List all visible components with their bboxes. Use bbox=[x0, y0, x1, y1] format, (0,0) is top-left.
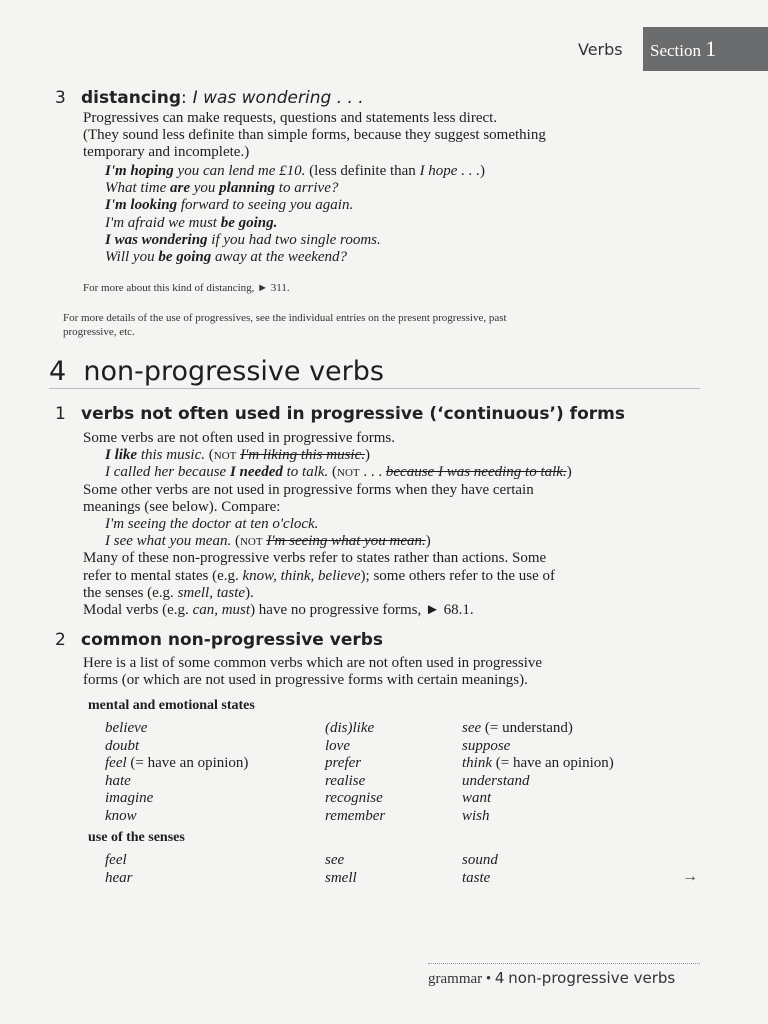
verb-item: doubt bbox=[105, 737, 140, 754]
txt: ). bbox=[245, 584, 254, 601]
txt: ) bbox=[479, 163, 485, 179]
verb-note: (= have an opinion) bbox=[492, 755, 614, 771]
text-line: Some other verbs are not used in progressive forms when they have certain bbox=[83, 481, 534, 498]
subheading-number: 3 bbox=[55, 88, 66, 108]
subheading-verbs-not-progressive bbox=[55, 404, 625, 424]
emph: I'm hoping bbox=[105, 163, 174, 179]
note-line: progressive, etc. bbox=[63, 326, 135, 338]
footer-text: non-progressive verbs bbox=[508, 969, 676, 987]
txt: ( bbox=[205, 447, 214, 464]
example-line bbox=[105, 249, 485, 266]
txt: away at the weekend? bbox=[211, 249, 348, 266]
not-label: not bbox=[337, 464, 360, 481]
paragraph-verbs bbox=[83, 430, 572, 619]
text-line: temporary and incomplete.) bbox=[83, 144, 250, 161]
section-title-number: 4 bbox=[49, 356, 67, 387]
txt: What time bbox=[105, 180, 170, 197]
text-line: forms (or which are not used in progressive forms with certain meanings). bbox=[83, 672, 528, 689]
emph: I'm looking bbox=[105, 197, 178, 214]
text-line: Some verbs are not often used in progressive forms. bbox=[83, 430, 396, 446]
example-line bbox=[105, 163, 485, 180]
verb-item: see bbox=[325, 852, 345, 868]
verb-item bbox=[462, 720, 614, 738]
struck-example: I'm seeing what you mean. bbox=[266, 533, 426, 550]
verb-item: recognise bbox=[325, 790, 383, 806]
text-line bbox=[83, 568, 572, 585]
txt: know, think, believe bbox=[242, 567, 361, 584]
verb-item: realise bbox=[325, 772, 366, 789]
example-line bbox=[105, 215, 485, 232]
verb-item: suppose bbox=[462, 737, 511, 754]
verb-item: understand bbox=[462, 772, 530, 789]
note-line: For more details of the use of progressives, see the individual entries on the present progressive, past bbox=[63, 312, 507, 324]
footer-text: grammar bbox=[428, 971, 483, 987]
example-line bbox=[83, 464, 572, 481]
paragraph-common-verbs bbox=[83, 655, 542, 689]
verb-item: want bbox=[462, 790, 492, 806]
txt: . . . bbox=[359, 464, 386, 481]
footer-rule bbox=[428, 963, 700, 964]
verb-item: hate bbox=[105, 772, 131, 789]
subheading-number: 1 bbox=[55, 404, 66, 424]
example-line bbox=[105, 180, 485, 197]
section-title-text: non-progressive verbs bbox=[83, 356, 384, 387]
emph: be going bbox=[158, 249, 212, 266]
txt: if you had two single rooms. bbox=[207, 231, 381, 248]
txt: to arrive? bbox=[275, 180, 339, 197]
list-heading-senses: use of the senses bbox=[88, 830, 185, 845]
verb-item: remember bbox=[325, 807, 386, 824]
txt: ( bbox=[231, 533, 240, 550]
txt: you bbox=[190, 180, 220, 197]
txt: ) have no progressive forms, ► 68.1. bbox=[250, 602, 474, 619]
senses-column-1 bbox=[105, 852, 133, 887]
list-heading-mental: mental and emotional states bbox=[88, 698, 255, 713]
verb-note: (= understand) bbox=[481, 720, 573, 736]
footer-bullet: • bbox=[482, 971, 495, 987]
footer-number: 4 bbox=[494, 969, 505, 987]
text-line: (They sound less definite than simple forms, because they suggest something bbox=[83, 127, 546, 144]
subheading-italic: I was wondering . . . bbox=[192, 88, 364, 108]
verb-item: love bbox=[325, 737, 350, 754]
paragraph-distancing bbox=[83, 110, 546, 162]
examples-distancing bbox=[105, 163, 485, 266]
example-line bbox=[83, 533, 572, 550]
txt: ) bbox=[425, 533, 431, 550]
txt: you can lend me £10. bbox=[173, 163, 306, 179]
mental-column-2 bbox=[325, 720, 385, 825]
txt: smell, taste bbox=[177, 584, 246, 601]
section-title bbox=[49, 356, 384, 387]
text-line: Here is a list of some common verbs which are not often used in progressive bbox=[83, 655, 543, 671]
txt: this music. bbox=[137, 447, 206, 464]
emph: planning bbox=[219, 180, 276, 197]
emph: are bbox=[170, 180, 190, 197]
page-footer bbox=[428, 969, 675, 988]
txt: the senses (e.g. bbox=[83, 584, 178, 601]
text-line bbox=[83, 602, 572, 619]
note-distancing: For more about this kind of distancing, ► 311. bbox=[83, 282, 290, 294]
struck-example: because I was needing to talk. bbox=[385, 464, 567, 481]
verb-item: smell bbox=[325, 869, 357, 886]
txt: (less definite than bbox=[305, 163, 420, 179]
subheading-common-verbs bbox=[55, 630, 383, 650]
text-line: Progressives can make requests, questions and statements less direct. bbox=[83, 110, 498, 126]
verb-note: (= have an opinion) bbox=[126, 755, 249, 771]
subheading-text: common non-progressive verbs bbox=[81, 630, 384, 650]
txt: I'm afraid we must bbox=[105, 214, 221, 231]
subheading-distancing bbox=[55, 88, 364, 108]
verb-item: imagine bbox=[105, 790, 154, 806]
not-label: not bbox=[213, 447, 237, 464]
continue-arrow-icon: → bbox=[682, 868, 698, 885]
txt: ( bbox=[328, 464, 338, 481]
txt: I called her because bbox=[105, 464, 230, 481]
example-line bbox=[105, 197, 485, 214]
subheading-text: verbs not often used in progressive (‘continuous’) forms bbox=[81, 404, 625, 424]
text-line: meanings (see below). Compare: bbox=[83, 498, 281, 515]
section-word: Section bbox=[650, 41, 701, 60]
verb: think bbox=[462, 755, 492, 771]
verb-item: prefer bbox=[325, 755, 362, 771]
verb-item: know bbox=[105, 807, 137, 824]
subheading-bold: distancing bbox=[81, 88, 181, 108]
txt: ) bbox=[566, 464, 572, 481]
verb-item bbox=[105, 755, 248, 773]
example-line bbox=[105, 232, 485, 249]
verb-item: feel bbox=[105, 852, 127, 868]
emph: I like bbox=[105, 447, 138, 464]
example-line: I'm seeing the doctor at ten o'clock. bbox=[105, 516, 319, 533]
emph: I needed bbox=[229, 464, 283, 481]
verb-item: (dis)like bbox=[325, 720, 375, 736]
subheading-number: 2 bbox=[55, 630, 66, 650]
verb-item: hear bbox=[105, 869, 133, 886]
txt: ); some others refer to the use of bbox=[360, 567, 556, 584]
colon: : bbox=[181, 88, 187, 108]
struck-example: I'm liking this music. bbox=[240, 447, 365, 464]
txt: Modal verbs (e.g. bbox=[83, 602, 193, 619]
txt: to talk. bbox=[282, 464, 329, 481]
mental-column-3 bbox=[462, 720, 614, 825]
verb-item: taste bbox=[462, 869, 491, 886]
txt: can, must bbox=[192, 602, 251, 619]
txt: refer to mental states (e.g. bbox=[83, 567, 243, 584]
txt: ) bbox=[365, 447, 370, 464]
verb-item: wish bbox=[462, 807, 490, 824]
verb: feel bbox=[105, 755, 127, 771]
txt: forward to seeing you again. bbox=[177, 197, 354, 214]
mental-column-1 bbox=[105, 720, 248, 825]
txt: I hope . . . bbox=[419, 163, 480, 179]
note-progressives bbox=[63, 311, 507, 339]
txt: Will you bbox=[105, 249, 159, 266]
verb: see bbox=[462, 720, 482, 736]
text-line bbox=[83, 585, 572, 602]
section-number: 1 bbox=[705, 36, 717, 61]
running-head: Verbs bbox=[578, 40, 623, 59]
text-line: Many of these non-progressive verbs refer to states rather than actions. Some bbox=[83, 550, 547, 567]
section-tab bbox=[643, 27, 768, 71]
not-label: not bbox=[239, 533, 263, 550]
verb-item: sound bbox=[462, 852, 498, 868]
verb-item: believe bbox=[105, 720, 148, 736]
emph: I was wondering bbox=[105, 231, 208, 248]
example-line bbox=[83, 447, 572, 464]
txt: I see what you mean. bbox=[105, 533, 232, 550]
title-rule bbox=[49, 388, 700, 389]
senses-column-2 bbox=[325, 852, 357, 887]
verb-item bbox=[462, 755, 614, 773]
emph: be going. bbox=[220, 214, 278, 231]
senses-column-3 bbox=[462, 852, 498, 887]
